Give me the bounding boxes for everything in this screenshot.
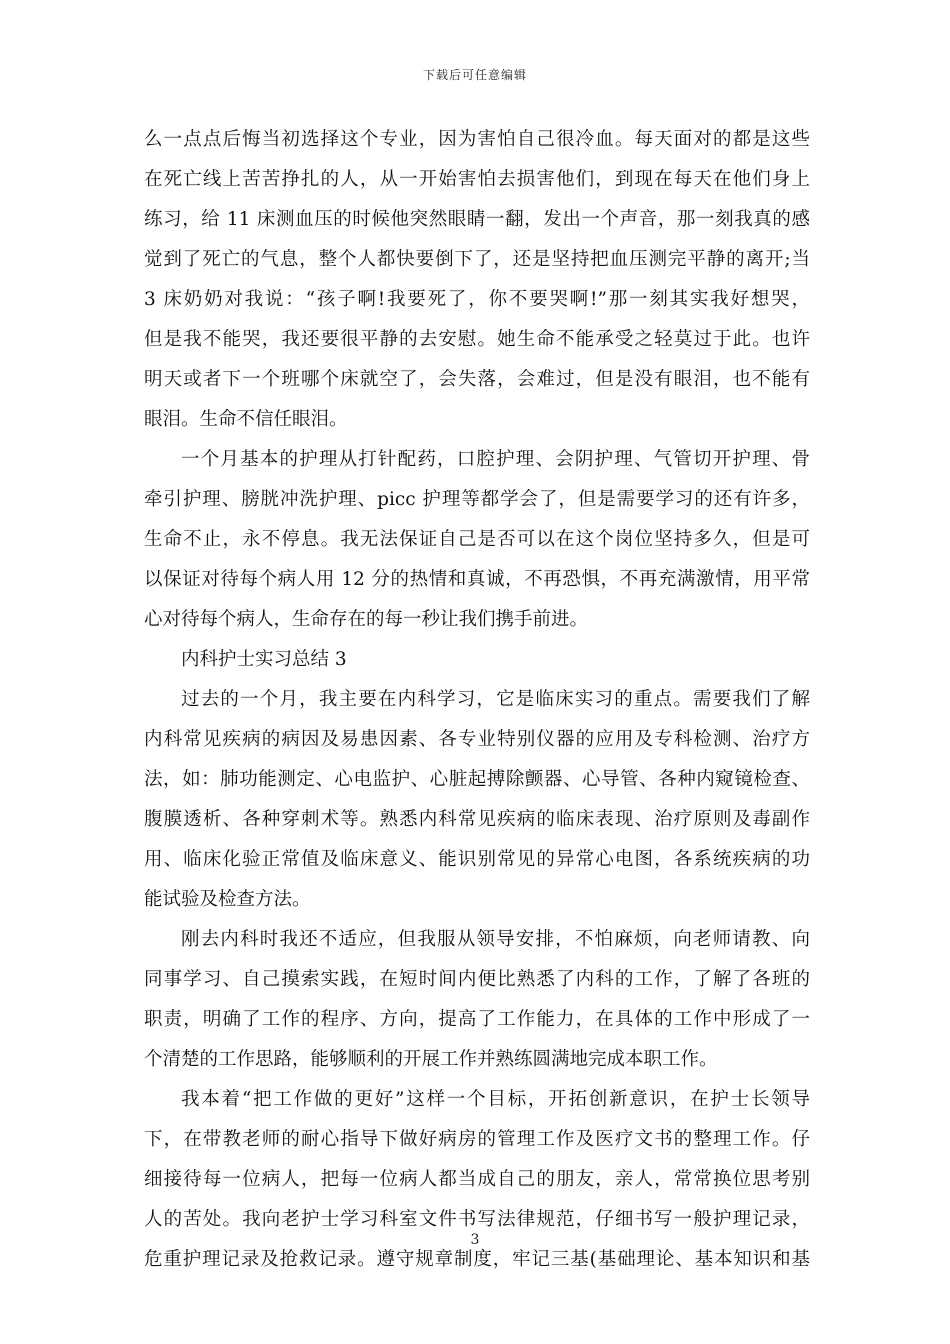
paragraph-end-line: 个清楚的工作思路，能够顺利的开展工作并熟练圆满地完成本职工作。 — [144, 1049, 718, 1070]
text-line: 人的苦处。我向老护士学习科室文件书写法律规范，仔细书写一般护理记录， — [144, 1209, 810, 1230]
text-line: 么一点点后悔当初选择这个专业，因为害怕自己很冷血。每天面对的都是这些 — [144, 129, 810, 150]
text-line: 在死亡线上苦苦挣扎的人，从一开始害怕去损害他们，到现在每天在他们身上 — [144, 169, 810, 190]
page-header: 下载后可任意编辑 — [422, 68, 527, 82]
text-line: 法，如：肺功能测定、心电监护、心脏起搏除颤器、心导管、各种内窥镜检查、 — [144, 769, 810, 790]
paragraph-start-line: 刚去内科时我还不适应，但我服从领导安排，不怕麻烦，向老师请教、向 — [181, 929, 810, 950]
text-line: 危重护理记录及抢救记录。遵守规章制度，牢记三基(基础理论、基本知识和基 — [144, 1249, 810, 1270]
document-body — [144, 120, 810, 1280]
text-line: 以保证对待每个病人用 12 分的热情和真诚，不再恐惧，不再充满激情，用平常 — [144, 569, 810, 590]
text-line: 但是我不能哭，我还要很平静的去安慰。她生命不能承受之轻莫过于此。也许 — [144, 329, 810, 350]
text-line: 觉到了死亡的气息，整个人都快要倒下了，还是坚持把血压测完平静的离开;当 — [144, 249, 810, 270]
section-heading: 内科护士实习总结 3 — [181, 649, 347, 670]
page-number: 3 — [470, 1232, 480, 1248]
text-line: 职责，明确了工作的程序、方向，提高了工作能力，在具体的工作中形成了一 — [144, 1009, 810, 1030]
text-line: 腹膜透析、各种穿刺术等。熟悉内科常见疾病的临床表现、治疗原则及毒副作 — [144, 809, 810, 830]
text-line: 明天或者下一个班哪个床就空了，会失落，会难过，但是没有眼泪，也不能有 — [144, 369, 810, 390]
paragraph-end-line: 能试验及检查方法。 — [144, 889, 311, 910]
paragraph-start-line: 一个月基本的护理从打针配药，口腔护理、会阴护理、气管切开护理、骨 — [181, 449, 810, 470]
text-line: 3 床奶奶对我说：“孩子啊!我要死了，你不要哭啊!”那一刻其实我好想哭， — [144, 289, 810, 310]
text-line: 用、临床化验正常值及临床意义、能识别常见的异常心电图，各系统疾病的功 — [144, 849, 810, 870]
text-line: 内科常见疾病的病因及易患因素、各专业特别仪器的应用及专科检测、治疗方 — [144, 729, 810, 750]
paragraph-start-line: 过去的一个月，我主要在内科学习，它是临床实习的重点。需要我们了解 — [181, 689, 810, 710]
paragraph-end-line: 眼泪。生命不信任眼泪。 — [144, 409, 348, 430]
text-line: 细接待每一位病人，把每一位病人都当成自己的朋友，亲人，常常换位思考别 — [144, 1169, 810, 1190]
text-line: 练习，给 11 床测血压的时候他突然眼睛一翻，发出一个声音，那一刻我真的感 — [144, 209, 810, 230]
text-line: 同事学习、自己摸索实践，在短时间内便比熟悉了内科的工作，了解了各班的 — [144, 969, 810, 990]
text-line: 下，在带教老师的耐心指导下做好病房的管理工作及医疗文书的整理工作。仔 — [144, 1129, 810, 1150]
text-line: 生命不止，永不停息。我无法保证自己是否可以在这个岗位坚持多久，但是可 — [144, 529, 810, 550]
text-line: 牵引护理、膀胱冲洗护理、picc 护理等都学会了，但是需要学习的还有许多， — [144, 489, 810, 510]
paragraph-end-line: 心对待每个病人，生命存在的每一秒让我们携手前进。 — [144, 609, 589, 630]
paragraph-start-line: 我本着“把工作做的更好”这样一个目标，开拓创新意识，在护士长领导 — [181, 1089, 810, 1110]
